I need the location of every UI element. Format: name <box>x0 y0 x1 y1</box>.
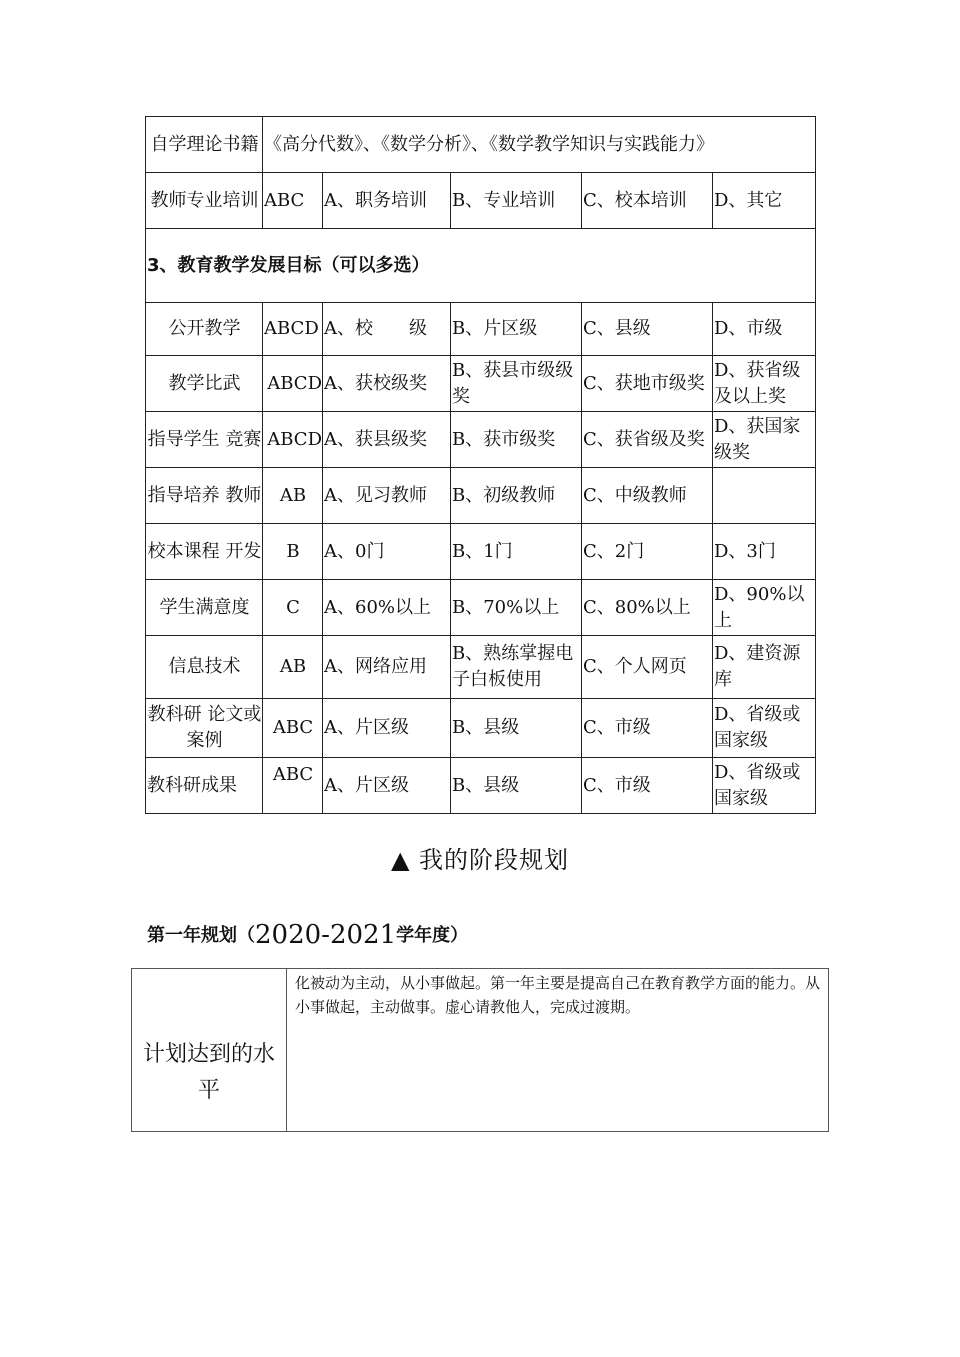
row-option-d: D、3门 <box>713 524 816 580</box>
row-option-b: B、片区级 <box>451 303 582 356</box>
table-row <box>146 699 816 758</box>
year-heading-suffix: 学年度） <box>396 925 469 946</box>
row-option-a: A、校 级 <box>323 303 451 356</box>
row-option-b: B、获市级奖 <box>451 412 582 468</box>
row-option-d: D、市级 <box>713 303 816 356</box>
row-option-c: C、市级 <box>582 758 713 814</box>
row-choice: ABCD <box>263 356 323 412</box>
row-option-c: C、2门 <box>582 524 713 580</box>
row-option-b: B、熟练掌握电子白板使用 <box>451 636 582 699</box>
row-option-d: D、90%以上 <box>713 580 816 636</box>
row-option-a: A、片区级 <box>323 699 451 758</box>
row-option-a: A、60%以上 <box>323 580 451 636</box>
development-goals-table <box>145 116 816 814</box>
row-option-d: D、获国家级奖 <box>713 412 816 468</box>
training-option-a: A、职务培训 <box>323 173 451 229</box>
row-option-d: D、获省级及以上奖 <box>713 356 816 412</box>
row-option-b: B、获县市级级奖 <box>451 356 582 412</box>
year-plan-table <box>131 968 829 1132</box>
year-heading-prefix: 第一年规划（ <box>147 925 255 946</box>
table-row <box>146 356 816 412</box>
section-title: 3、教育教学发展目标（可以多选） <box>146 229 816 303</box>
books-label: 自学理论书籍 <box>146 117 263 173</box>
row-option-c: C、80%以上 <box>582 580 713 636</box>
row-option-a: A、获县级奖 <box>323 412 451 468</box>
row-option-a: A、片区级 <box>323 758 451 814</box>
row-option-b: B、县级 <box>451 699 582 758</box>
table-row <box>146 229 816 303</box>
row-choice: ABCD <box>263 412 323 468</box>
row-choice: C <box>263 580 323 636</box>
row-option-b: B、初级教师 <box>451 468 582 524</box>
row-choice: AB <box>263 468 323 524</box>
row-option-c: C、市级 <box>582 699 713 758</box>
row-option-b: B、1门 <box>451 524 582 580</box>
row-option-c: C、中级教师 <box>582 468 713 524</box>
plan-level-label: 计划达到的水平 <box>132 969 287 1132</box>
row-option-a: A、网络应用 <box>323 636 451 699</box>
training-label: 教师专业培训 <box>146 173 263 229</box>
year-plan-heading <box>147 920 468 950</box>
row-option-a: A、获校级奖 <box>323 356 451 412</box>
plan-level-text: 化被动为主动，从小事做起。第一年主要是提高自己在教育教学方面的能力。从小事做起，主动做事。虚心请教他人，完成过渡期。 <box>287 969 829 1132</box>
training-option-c: C、校本培训 <box>582 173 713 229</box>
row-option-c: C、获地市级奖 <box>582 356 713 412</box>
row-choice: AB <box>263 636 323 699</box>
books-value: 《高分代数》、《数学分析》、《数学教学知识与实践能力》 <box>263 117 816 173</box>
row-label: 校本课程 开发 <box>146 524 263 580</box>
row-option-b: B、70%以上 <box>451 580 582 636</box>
table-row <box>146 173 816 229</box>
row-option-a: A、见习教师 <box>323 468 451 524</box>
row-option-c: C、个人网页 <box>582 636 713 699</box>
row-option-b: B、县级 <box>451 758 582 814</box>
training-option-b: B、专业培训 <box>451 173 582 229</box>
row-choice: ABC <box>263 758 323 814</box>
table-row <box>146 303 816 356</box>
stage-plan-title: ▲ 我的阶段规划 <box>390 846 570 874</box>
row-option-d <box>713 468 816 524</box>
table-row <box>132 969 829 1132</box>
year-heading-year: 2020-2021 <box>255 920 397 950</box>
row-option-d: D、省级或国家级 <box>713 699 816 758</box>
table-row <box>146 758 816 814</box>
row-choice: ABCD <box>263 303 323 356</box>
table-row <box>146 468 816 524</box>
row-option-c: C、获省级及奖 <box>582 412 713 468</box>
training-option-d: D、其它 <box>713 173 816 229</box>
row-choice: B <box>263 524 323 580</box>
row-option-c: C、县级 <box>582 303 713 356</box>
row-label: 教科研成果 <box>146 758 263 814</box>
table-row <box>146 412 816 468</box>
table-row <box>146 117 816 173</box>
row-label: 公开教学 <box>146 303 263 356</box>
row-label: 信息技术 <box>146 636 263 699</box>
row-label: 教科研 论文或案例 <box>146 699 263 758</box>
row-choice: ABC <box>263 699 323 758</box>
row-option-d: D、建资源库 <box>713 636 816 699</box>
table-row <box>146 580 816 636</box>
training-choice: ABC <box>263 173 323 229</box>
table-row <box>146 524 816 580</box>
table-row <box>146 636 816 699</box>
row-label: 指导培养 教师 <box>146 468 263 524</box>
row-option-d: D、省级或国家级 <box>713 758 816 814</box>
row-label: 指导学生 竞赛 <box>146 412 263 468</box>
row-label: 学生满意度 <box>146 580 263 636</box>
row-option-a: A、0门 <box>323 524 451 580</box>
row-label: 教学比武 <box>146 356 263 412</box>
